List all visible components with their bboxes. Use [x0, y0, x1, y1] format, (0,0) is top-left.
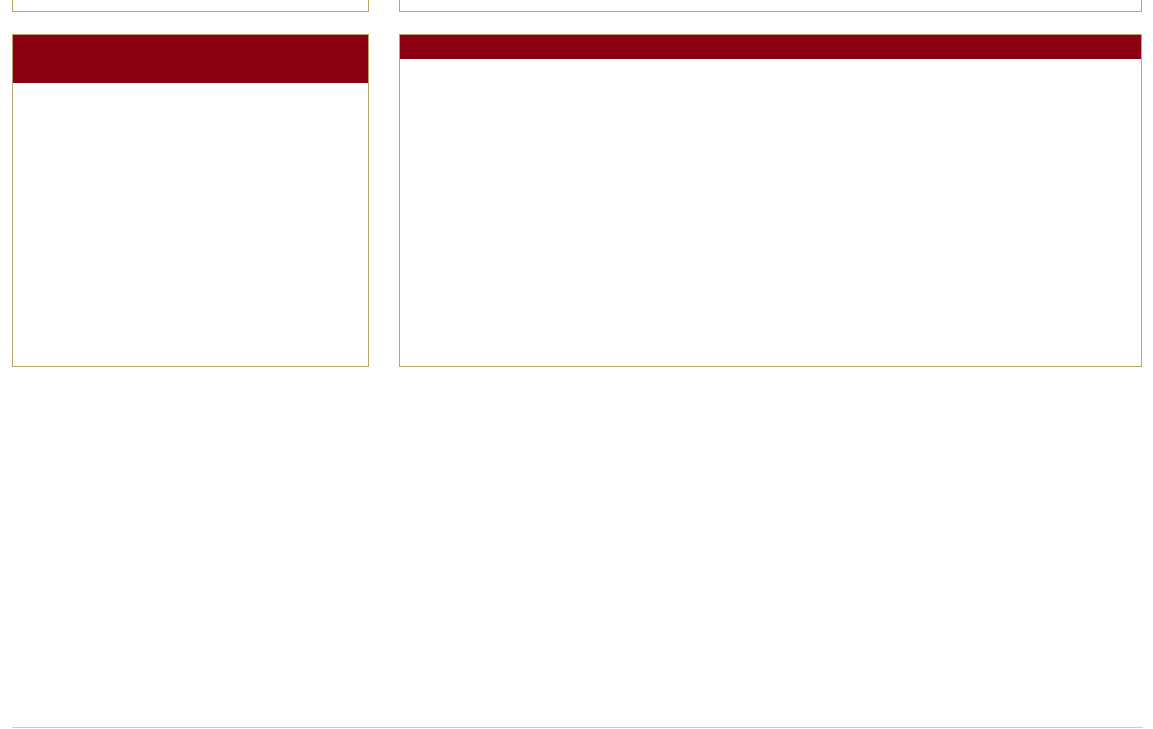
top-partial-box-right — [399, 0, 1142, 12]
unfavorable-header — [13, 59, 368, 83]
favorable-header — [13, 35, 368, 59]
top-partial-box-left — [12, 0, 369, 12]
luck-pillars — [12, 389, 1143, 709]
natal-chart-title — [400, 35, 1141, 59]
bottom-divider — [12, 727, 1143, 728]
directions-panel — [12, 34, 369, 367]
natal-chart — [399, 34, 1142, 367]
